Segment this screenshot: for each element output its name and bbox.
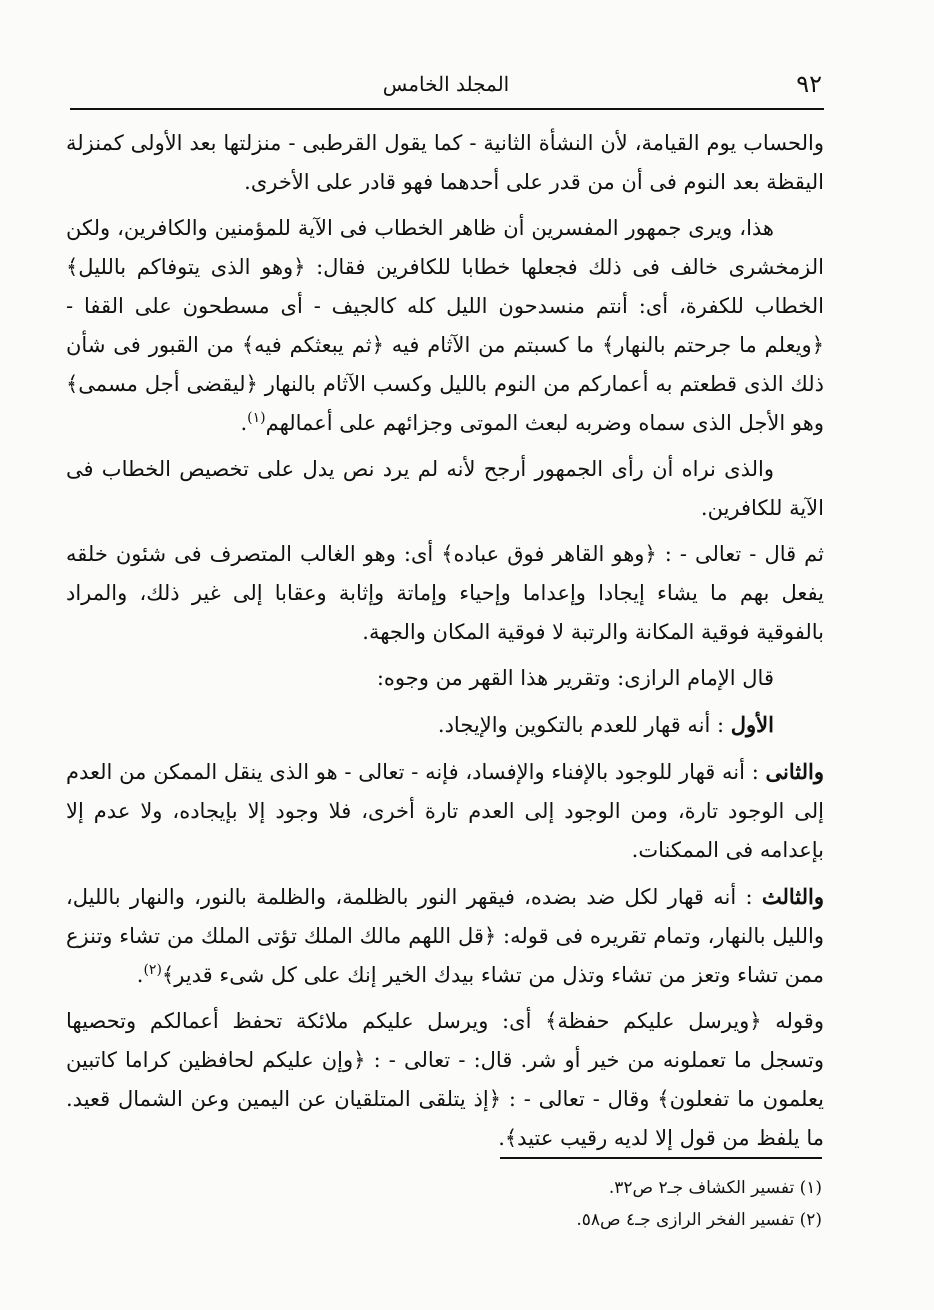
paragraph-text: : أنه قهار للوجود بالإفناء والإفساد، فإنه - تعالى - هو الذى ينقل الممكن من العدم إلى الوجود تارة، ومن الوجود إلى العدم تارة أخرى، فلا وجود إلا بإيجاده، ولا عدم إلا بإعدامه فى الممكنات. — [66, 760, 824, 862]
paragraph-3 — [66, 450, 824, 528]
footnote-ref-1: (١) — [247, 410, 266, 426]
footnotes — [320, 1172, 822, 1236]
footnote-1: (١) تفسير الكشاف جـ٢ ص٣٢. — [608, 1178, 822, 1198]
paragraph-text: وقوله ﴿ويرسل عليكم حفظة﴾ أى: ويرسل عليكم ملائكة تحفظ أعمالكم وتحصيها وتسجل ما تعملونه من خير أو شر. قال: - تعالى - : ﴿وإن عليكم لحافظين كراما كاتبين يعلمون ما تفعلون﴾ وقال - تعالى - : ﴿إذ يتلقى المتلقيان عن اليمين وعن الشمال قعيد. ما يلفظ من قول إلا لديه رقيب عتيد﴾. — [66, 1009, 824, 1150]
paragraph-lead: والثانى — [765, 759, 824, 784]
paragraph-4 — [66, 535, 824, 652]
paragraph-text: ثم قال - تعالى - : ﴿وهو القاهر فوق عباده﴾ أى: وهو الغالب المتصرف فى شئون خلقه يفعل بهم ما يشاء إيجادا وإعداما وإحياء وإماتة وإثابة وعقابا إلى غير ذلك، والمراد بالفوقية فوقية المكانة والرتبة لا فوقية المكان والجهة. — [66, 542, 824, 644]
paragraph-text: قال الإمام الرازى: وتقرير هذا القهر من وجوه: — [376, 666, 774, 690]
paragraph-1 — [66, 124, 824, 202]
paragraph-text: هذا، ويرى جمهور المفسرين أن ظاهر الخطاب فى الآية للمؤمنين والكافرين، ولكن الزمخشرى خالف فى ذلك فجعلها خطابا للكافرين فقال: ﴿وهو الذى يتوفاكم بالليل﴾ الخطاب للكفرة، أى: أنتم منسدحون الليل كله كالجيف - أى مسطحون على القفا - ﴿ويعلم ما جرحتم بالنهار﴾ ما كسبتم من الآثام فيه ﴿ثم يبعثكم فيه﴾ من القبور فى شأن ذلك الذى قطعتم به أعماركم من النوم بالليل وكسب الآثام بالنهار ﴿ليقضى أجل مسمى﴾ وهو الأجل الذى سماه وضربه لبعث الموتى وجزائهم على أعمالهم — [66, 216, 824, 435]
paragraph-7 — [66, 752, 824, 870]
volume-title: المجلد الخامس — [382, 72, 510, 96]
footnote-ref-2: (٢) — [143, 962, 162, 978]
paragraph-lead: والثالث — [761, 884, 824, 909]
footnote-rule — [500, 1157, 822, 1159]
body-text — [66, 124, 824, 1165]
footnote-2: (٢) تفسير الفخر الرازى جـ٤ ص٥٨. — [576, 1210, 822, 1230]
paragraph-text: : أنه قهار للعدم بالتكوين والإيجاد. — [437, 713, 725, 737]
paragraph-text: والذى نراه أن رأى الجمهور أرجح لأنه لم يرد نص يدل على تخصيص الخطاب فى الآية للكافرين. — [66, 457, 824, 520]
paragraph-text: : أنه قهار لكل ضد بضده، فيقهر النور بالظلمة، والظلمة بالنور، والنهار بالليل، والليل بالنهار، وتمام تقريره فى قوله: ﴿قل اللهم مالك الملك تؤتى الملك من تشاء وتنزع ممن تشاء وتعز من تشاء وتذل من تشاء بيدك الخير إنك على كل شىء قدير﴾ — [66, 885, 824, 987]
paragraph-text: والحساب يوم القيامة، لأن النشأة الثانية - كما يقول القرطبى - منزلتها بعد الأولى كمنزلة اليقظة بعد النوم فى أن من قدر على أحدهما فهو قادر على الأخرى. — [66, 131, 824, 194]
paragraph-tail: . — [240, 411, 248, 435]
paragraph-6 — [66, 705, 824, 745]
paragraph-lead: الأول — [730, 712, 774, 737]
paragraph-tail: . — [136, 963, 144, 987]
paragraph-8 — [66, 877, 824, 995]
paragraph-5 — [66, 659, 824, 698]
header-rule — [70, 108, 824, 110]
paragraph-9 — [66, 1002, 824, 1158]
paragraph-2 — [66, 209, 824, 443]
page-number: ٩٢ — [796, 70, 822, 98]
page-header — [70, 68, 822, 102]
